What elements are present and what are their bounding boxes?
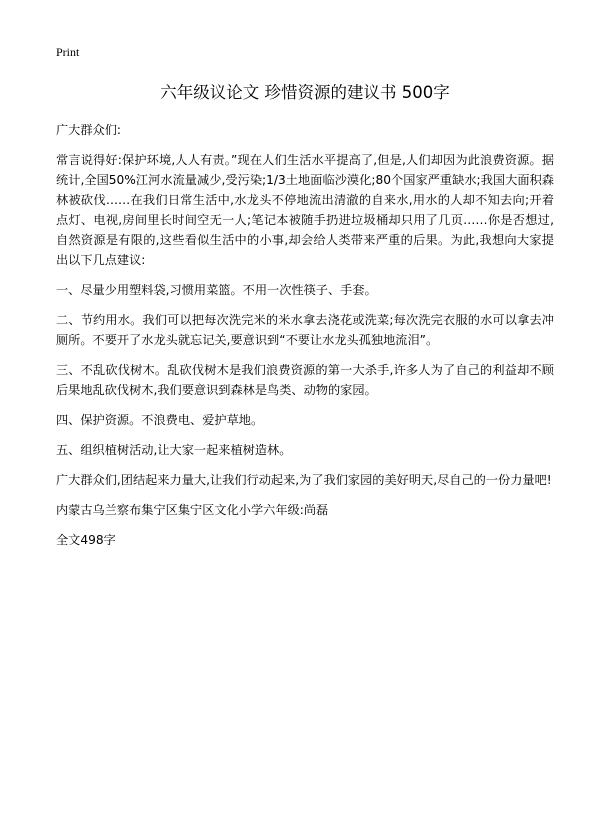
greeting: 广大群众们: [56,123,122,137]
suggestion-2: 二、节约用水。我们可以把每次洗完米的米水拿去浇花或洗菜;每次洗完衣服的水可以拿去冲厕所。不要开了水龙头就忘记关,要意识到“不要让水龙头孤独地流泪”。 [56,313,554,347]
word-count: 全文498字 [56,533,116,547]
article-title: 六年级议论文 珍惜资源的建议书 500字 [160,83,450,102]
suggestion-4: 四、保护资源。不浪费电、爱护草地。 [56,413,264,427]
intro-paragraph: 常言说得好:保护环境,人人有责。”现在人们生活水平提高了,但是,人们却因为此浪费资源。据统计,全国50%江河水流量减少,受污染;1/3土地面临沙漠化;80个国家严重缺水;我国大面积森林被砍伐……在我们日常生活中,水龙头不停地流出清澈的自来水,用水的人却不知去向;开着点灯、电视,房间里长时间空无一人;笔记本被随手扔进垃圾桶却只用了几页……你是否想过,自然资源是有限的,这些看似生活中的小事,却会给人类带来严重的后果。为此,我想向大家提出以下几点建议: [56,153,554,267]
suggestion-5: 五、组织植树活动,让大家一起来植树造林。 [56,443,292,457]
suggestion-1: 一、尽量少用塑料袋,习惯用菜篮。不用一次性筷子、手套。 [56,283,377,297]
closing-paragraph: 广大群众们,团结起来力量大,让我们行动起来,为了我们家园的美好明天,尽自己的一份力量吧! [56,473,552,487]
author-signature: 内蒙古乌兰察布集宁区集宁区文化小学六年级:尚磊 [56,503,329,517]
suggestion-3: 三、不乱砍伐树木。乱砍伐树木是我们浪费资源的第一大杀手,许多人为了自己的利益却不顾后果地乱砍伐树木,我们要意识到森林是鸟类、动物的家园。 [56,363,554,397]
print-link[interactable]: Print [56,45,80,59]
